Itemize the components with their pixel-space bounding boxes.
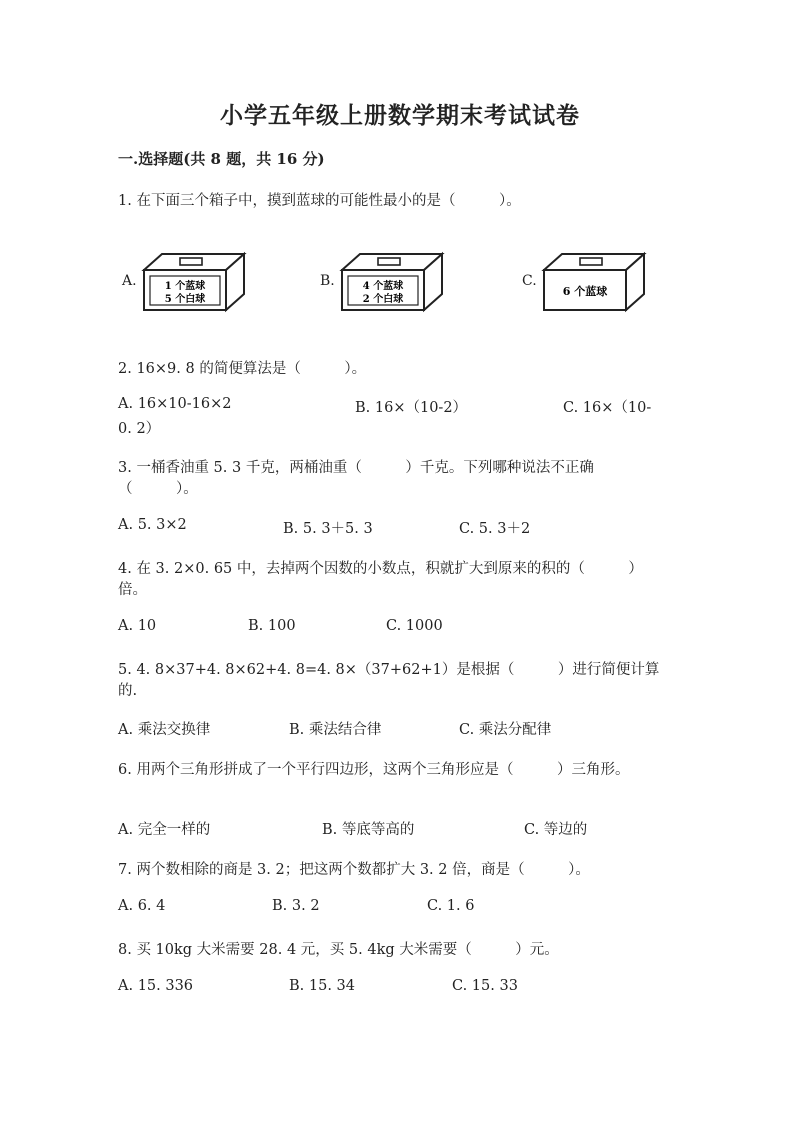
question-3-option-c: C. 5. 3＋2 — [459, 521, 531, 537]
box-c-illustration — [540, 250, 650, 314]
question-5-option-b: B. 乘法结合律 — [289, 722, 382, 738]
question-7-option-b: B. 3. 2 — [272, 898, 320, 914]
question-3-option-b: B. 5. 3＋5. 3 — [283, 521, 373, 537]
question-6: 6. 用两个三角形拼成了一个平行四边形，这两个三角形应是（ ）三角形。 — [118, 762, 630, 778]
question-5-option-a: A. 乘法交换律 — [118, 722, 211, 738]
question-4-line-2: 倍。 — [118, 582, 147, 598]
question-2: 2. 16×9. 8 的简便算法是（ ）。 — [118, 361, 367, 377]
box-b-label: B. — [320, 273, 335, 289]
question-5-option-c: C. 乘法分配律 — [459, 722, 552, 738]
question-1: 1. 在下面三个箱子中，摸到蓝球的可能性最小的是（ ）。 — [118, 193, 521, 209]
question-7-option-a: A. 6. 4 — [118, 898, 166, 914]
box-b-line-1: 4 个蓝球 — [362, 281, 404, 292]
question-6-option-b: B. 等底等高的 — [322, 822, 415, 838]
question-8-option-c: C. 15. 33 — [452, 978, 518, 994]
box-b-illustration — [338, 250, 448, 314]
question-7: 7. 两个数相除的商是 3. 2；把这两个数都扩大 3. 2 倍，商是（ ）。 — [118, 862, 590, 878]
question-8-option-b: B. 15. 34 — [289, 978, 355, 994]
section-heading: 一.选择题(共 8 题，共 16 分) — [118, 150, 325, 168]
question-8-option-a: A. 15. 336 — [118, 978, 194, 994]
question-4-option-c: C. 1000 — [386, 618, 443, 634]
box-c-label: C. — [522, 273, 537, 289]
question-4-option-b: B. 100 — [248, 618, 296, 634]
question-8: 8. 买 10kg 大米需要 28. 4 元，买 5. 4kg 大米需要（ ）元。 — [118, 942, 559, 958]
question-4-line-1: 4. 在 3. 2×0. 65 中，去掉两个因数的小数点，积就扩大到原来的积的（ ） — [118, 561, 643, 577]
question-2-option-c: C. 16×（10- — [563, 400, 652, 416]
question-7-option-c: C. 1. 6 — [427, 898, 475, 914]
question-4-option-a: A. 10 — [118, 618, 157, 634]
box-b-line-2: 2 个白球 — [362, 294, 404, 305]
question-5-line-2: 的. — [118, 683, 138, 699]
box-a-line-2: 5 个白球 — [164, 294, 206, 305]
question-3-line-2: （ ）。 — [118, 481, 198, 497]
question-3-option-a: A. 5. 3×2 — [118, 517, 187, 533]
box-a-illustration — [140, 250, 250, 314]
question-5-line-1: 5. 4. 8×37+4. 8×62+4. 8=4. 8×（37+62+1）是根据（ ）进行简便计算 — [118, 662, 660, 678]
question-2-option-c-cont: 0. 2） — [118, 421, 161, 437]
question-2-option-a: A. 16×10-16×2 — [118, 396, 232, 412]
box-c-line-1: 6 个蓝球 — [562, 285, 608, 298]
question-2-option-b: B. 16×（10-2） — [355, 400, 468, 416]
page-title: 小学五年级上册数学期末考试试卷 — [220, 102, 580, 129]
question-6-option-a: A. 完全一样的 — [118, 822, 211, 838]
question-6-option-c: C. 等边的 — [524, 822, 588, 838]
question-3-line-1: 3. 一桶香油重 5. 3 千克，两桶油重（ ）千克。下列哪种说法不正确 — [118, 460, 594, 476]
box-a-line-1: 1 个蓝球 — [164, 281, 206, 292]
box-a-label: A. — [122, 273, 137, 289]
